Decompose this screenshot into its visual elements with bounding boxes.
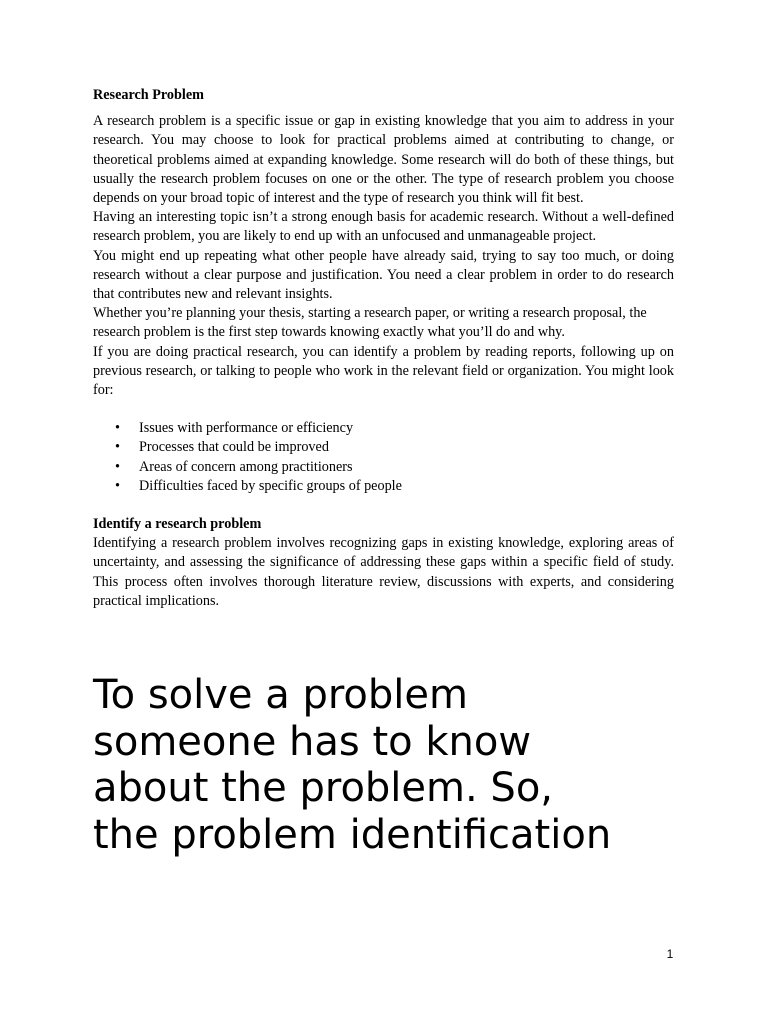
list-item-text: Difficulties faced by specific groups of people [139,477,402,494]
list-item-text: Processes that could be improved [139,439,329,456]
bullet-icon: • [115,477,120,494]
paragraph: Whether you’re planning your thesis, starting a research paper, or writing a research proposal, the research problem is the first step towards knowing exactly what you’ll do and why. [93,305,647,341]
paragraph: You might end up repeating what other people have already said, trying to say too much, or doing research without a clear purpose and justification. You need a clear problem in order to do research that contributes new and relevant insights. [93,247,674,303]
document-body [93,86,674,611]
paragraph: Identifying a research problem involves recognizing gaps in existing knowledge, exploring areas of uncertainty, and assessing the significance of addressing these gaps within a specific field of study. This process often involves thorough literature review, discussions with experts, and considering practical implications. [93,535,674,609]
list-item [93,477,674,496]
paragraph: If you are doing practical research, you can identify a problem by reading reports, following up on previous research, or talking to people who work in the relevant field or organization. You might look for: [93,343,674,399]
paragraph: Having an interesting topic isn’t a strong enough basis for academic research. Without a well-defined research problem, you are likely to end up with an unfocused and unmanageable project. [93,209,674,245]
bullet-icon: • [115,420,120,437]
page-number: 1 [666,947,674,961]
paragraph: A research problem is a specific issue or gap in existing knowledge that you aim to address in your research. You may choose to look for practical problems aimed at contributing to change, or theoretical problems aimed at expanding knowledge. Some research will do both of these things, but usually the research problem focuses on one or the other. The type of research problem you choose depends on your broad topic of interest and the type of research you think will fit best. [93,113,674,207]
list-item-text: Areas of concern among practitioners [139,458,353,475]
section-heading: Research Problem [93,87,204,103]
subsection-heading: Identify a research problem [93,516,262,533]
list-item [93,419,674,438]
list-item-text: Issues with performance or efficiency [139,420,354,437]
bullet-icon: • [115,458,120,475]
large-text-block: To solve a problem someone has to know about the problem. So, the problem identification [93,672,612,858]
bullet-icon: • [115,439,120,456]
list-item [93,438,674,457]
bullet-list [93,419,674,496]
list-item [93,458,674,477]
